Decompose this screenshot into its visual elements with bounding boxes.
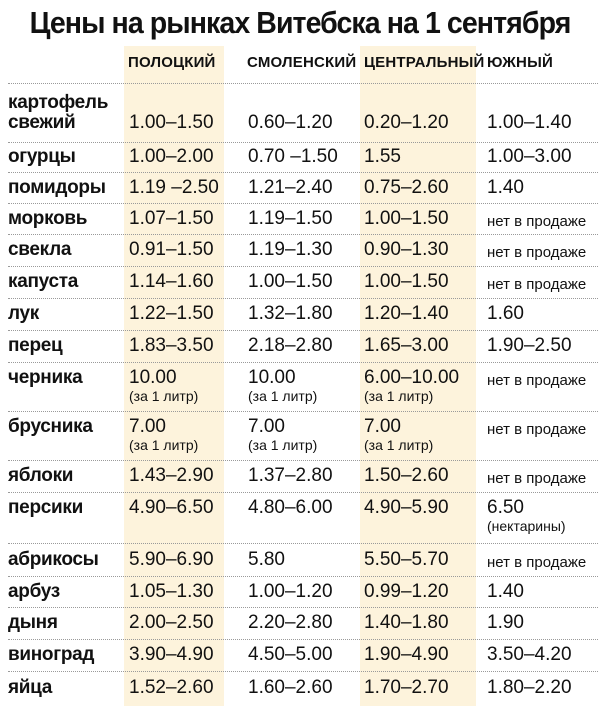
price-value: 1.37–2.80 <box>248 465 333 486</box>
price-value: 1.40 <box>487 177 524 198</box>
price-value: 1.00–1.50 <box>129 112 214 133</box>
price-value: 1.07–1.50 <box>129 208 214 229</box>
price-value: 0.75–2.60 <box>364 177 449 198</box>
price-value: 1.00–1.40 <box>487 112 572 133</box>
price-value: 1.40 <box>487 581 524 602</box>
price-value: 3.90–4.90 <box>129 644 214 665</box>
table-cell <box>487 498 566 534</box>
table-cell <box>487 211 586 232</box>
price-value: 1.83–3.50 <box>129 335 214 356</box>
table-cell <box>487 274 586 295</box>
price-value: 7.00 <box>248 416 285 437</box>
table-cell <box>129 466 214 486</box>
table-cell <box>248 113 333 133</box>
table-cell <box>248 240 333 260</box>
table-cell <box>129 550 214 570</box>
row-separator <box>8 203 598 204</box>
price-value: 7.00 <box>364 416 401 437</box>
column-header-smolensky: СМОЛЕНСКИЙ <box>247 54 357 71</box>
table-cell <box>129 417 198 453</box>
price-value: 5.50–5.70 <box>364 549 449 570</box>
price-value: 1.19 –2.50 <box>129 177 219 198</box>
price-value: 5.80 <box>248 549 285 570</box>
price-value: 4.50–5.00 <box>248 644 333 665</box>
table-cell <box>364 550 449 570</box>
price-value: 1.20–1.40 <box>364 303 449 324</box>
table-cell <box>487 419 586 440</box>
column-header-central: ЦЕНТРАЛЬНЫЙ <box>364 54 485 71</box>
row-label: персики <box>8 497 83 518</box>
price-value: 2.20–2.80 <box>248 612 333 633</box>
table-cell <box>487 582 524 602</box>
table-cell <box>248 550 285 570</box>
table-cell <box>364 240 449 260</box>
table-cell <box>129 613 214 633</box>
table-cell <box>248 613 333 633</box>
price-value: 1.00–1.20 <box>248 581 333 602</box>
price-value: 1.22–1.50 <box>129 303 214 324</box>
table-cell <box>364 304 449 324</box>
table-cell <box>487 336 572 356</box>
table-cell <box>248 336 333 356</box>
row-label: свекла <box>8 239 72 260</box>
price-value: 1.90–4.90 <box>364 644 449 665</box>
row-label: виноград <box>8 644 95 665</box>
price-value: 3.50–4.20 <box>487 644 572 665</box>
price-value: 1.19–1.50 <box>248 208 333 229</box>
row-label: яблоки <box>8 465 74 486</box>
price-value: 6.50 <box>487 497 524 518</box>
price-value: 1.19–1.30 <box>248 239 333 260</box>
table-cell <box>364 645 449 665</box>
price-value: 5.90–6.90 <box>129 549 214 570</box>
price-value: нет в продаже <box>487 213 587 230</box>
price-value: нет в продаже <box>487 244 587 261</box>
row-separator <box>8 298 598 299</box>
price-value: 1.65–3.00 <box>364 335 449 356</box>
price-value: 1.43–2.90 <box>129 465 214 486</box>
price-note: (за 1 литр) <box>248 388 318 404</box>
price-value: 1.52–2.60 <box>129 677 214 698</box>
table-cell <box>129 336 214 356</box>
table-cell <box>364 113 449 133</box>
table-cell <box>364 336 449 356</box>
table-cell <box>487 613 524 633</box>
row-separator <box>8 234 598 235</box>
price-value: 0.60–1.20 <box>248 112 333 133</box>
table-cell <box>248 678 333 698</box>
table-cell <box>248 304 333 324</box>
price-value: 1.80–2.20 <box>487 677 572 698</box>
table-cell <box>129 304 214 324</box>
price-value: 0.99–1.20 <box>364 581 449 602</box>
row-label: черника <box>8 367 83 388</box>
table-cell <box>129 147 214 167</box>
page-title: Цены на рынках Витебска на 1 сентября <box>29 5 571 40</box>
table-cell <box>364 466 449 486</box>
table-cell <box>129 368 198 404</box>
row-label: яйца <box>8 677 53 698</box>
price-value: 0.20–1.20 <box>364 112 449 133</box>
price-value: 1.90 <box>487 612 524 633</box>
table-cell <box>364 209 449 229</box>
table-cell <box>487 678 572 698</box>
row-separator <box>8 639 598 640</box>
table-cell <box>364 582 449 602</box>
price-value: 1.14–1.60 <box>129 271 214 292</box>
price-value: 1.40–1.80 <box>364 612 449 633</box>
table-cell <box>248 498 333 518</box>
price-value: 1.90–2.50 <box>487 335 572 356</box>
price-note: (за 1 литр) <box>248 437 318 453</box>
table-cell <box>364 417 433 453</box>
row-label: огурцы <box>8 146 76 167</box>
price-value: 1.00–3.00 <box>487 146 572 167</box>
price-value: 1.32–1.80 <box>248 303 333 324</box>
table-cell <box>248 466 333 486</box>
table-cell <box>364 498 449 518</box>
price-value: 2.00–2.50 <box>129 612 214 633</box>
row-separator <box>8 607 598 608</box>
price-note: (за 1 литр) <box>364 437 434 453</box>
table-cell <box>248 147 338 167</box>
price-value: 1.50–2.60 <box>364 465 449 486</box>
table-cell <box>248 417 317 453</box>
row-separator <box>8 492 598 493</box>
table-cell <box>248 368 317 404</box>
price-value: нет в продаже <box>487 470 587 487</box>
price-value: 1.70–2.70 <box>364 677 449 698</box>
price-value: 1.60–2.60 <box>248 677 333 698</box>
row-label: арбуз <box>8 581 60 602</box>
row-separator <box>8 576 598 577</box>
row-label: морковь <box>8 208 88 229</box>
table-cell <box>364 368 459 404</box>
price-value: нет в продаже <box>487 276 587 293</box>
table-cell <box>487 304 524 324</box>
price-value: 1.05–1.30 <box>129 581 214 602</box>
table-cell <box>487 242 586 263</box>
row-label: капуста <box>8 271 78 292</box>
table-cell <box>129 113 214 133</box>
table-cell <box>129 498 214 518</box>
table-cell <box>248 178 333 198</box>
table-cell <box>364 178 449 198</box>
table-cell <box>364 272 449 292</box>
price-value: 1.60 <box>487 303 524 324</box>
price-value: 6.00–10.00 <box>364 367 460 388</box>
table-cell <box>364 147 401 167</box>
price-value: 2.18–2.80 <box>248 335 333 356</box>
row-label: дыня <box>8 612 58 633</box>
column-header-polotsky: ПОЛОЦКИЙ <box>128 54 216 71</box>
row-label: брусника <box>8 416 93 437</box>
price-value: 0.91–1.50 <box>129 239 214 260</box>
price-note: (за 1 литр) <box>364 388 434 404</box>
table-cell <box>129 678 214 698</box>
table-cell <box>129 582 214 602</box>
row-separator <box>8 83 598 84</box>
price-note: (за 1 литр) <box>129 437 199 453</box>
price-value: 10.00 <box>129 367 177 388</box>
table-cell <box>487 178 524 198</box>
price-value: нет в продаже <box>487 421 587 438</box>
price-value: 4.90–5.90 <box>364 497 449 518</box>
column-header-yuzhny: ЮЖНЫЙ <box>487 54 553 71</box>
table-cell <box>129 272 214 292</box>
table-cell <box>487 147 572 167</box>
price-value: нет в продаже <box>487 372 587 389</box>
price-value: 7.00 <box>129 416 166 437</box>
price-value: 1.21–2.40 <box>248 177 333 198</box>
price-value: 1.00–1.50 <box>364 271 449 292</box>
table-cell <box>248 272 333 292</box>
price-value: 0.70 –1.50 <box>248 146 338 167</box>
row-separator <box>8 266 598 267</box>
row-separator <box>8 172 598 173</box>
row-label: помидоры <box>8 177 106 198</box>
price-value: 0.90–1.30 <box>364 239 449 260</box>
price-value: 1.00–2.00 <box>129 146 214 167</box>
table-cell <box>248 209 333 229</box>
price-value: 10.00 <box>248 367 296 388</box>
row-separator <box>8 142 598 143</box>
row-label: абрикосы <box>8 549 99 570</box>
table-cell <box>487 113 572 133</box>
row-separator <box>8 671 598 672</box>
table-cell <box>364 613 449 633</box>
row-separator <box>8 543 598 544</box>
row-label: картофель свежий <box>8 92 109 133</box>
table-cell <box>129 178 219 198</box>
table-cell <box>248 582 333 602</box>
table-cell <box>129 209 214 229</box>
price-note: (за 1 литр) <box>129 388 199 404</box>
row-separator <box>8 411 598 412</box>
price-value: 1.00–1.50 <box>248 271 333 292</box>
table-cell <box>487 645 572 665</box>
price-value: 1.00–1.50 <box>364 208 449 229</box>
price-value: 4.80–6.00 <box>248 497 333 518</box>
table-cell <box>364 678 449 698</box>
table-cell <box>129 645 214 665</box>
row-label: лук <box>8 303 39 324</box>
price-value: 4.90–6.50 <box>129 497 214 518</box>
price-value: нет в продаже <box>487 554 587 571</box>
row-separator <box>8 330 598 331</box>
row-separator <box>8 362 598 363</box>
row-label: перец <box>8 335 63 356</box>
table-cell <box>129 240 214 260</box>
price-value: 1.55 <box>364 146 401 167</box>
row-separator <box>8 460 598 461</box>
table-cell <box>248 645 333 665</box>
table-cell <box>487 370 586 391</box>
price-note: (нектарины) <box>487 518 566 534</box>
table-cell <box>487 552 586 573</box>
table-cell <box>487 468 586 489</box>
